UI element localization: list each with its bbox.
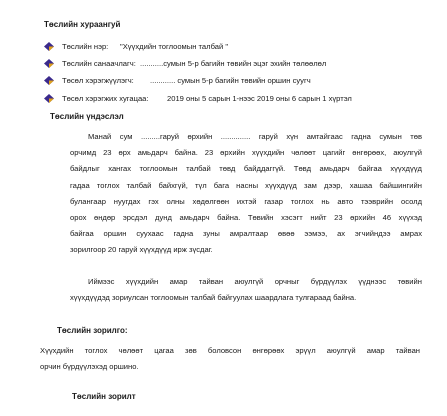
heading-project-objective: Төслийн зорилт <box>72 392 136 401</box>
background-paragraph-2 <box>70 274 422 306</box>
summary-label: Төслийн нэр: <box>62 42 109 51</box>
paragraph-line: хүүхдүүдэд зориулсан тоглоомын талбай байгуулах шаардлага тулгараад байна. <box>70 293 357 303</box>
heading-project-goal: Төслийн зорилго: <box>57 326 128 335</box>
summary-value: ...........сумын 5-р багийн төвийн эцэг эхийн төлөөлөл <box>140 59 327 68</box>
summary-value: "Хүүхдийн тоглоомын талбай " <box>120 42 229 51</box>
summary-item-name <box>44 42 228 51</box>
summary-label: Төсөл хэрэгжүүлэгч: <box>62 76 134 85</box>
goal-paragraph <box>40 343 420 375</box>
summary-item-initiator <box>44 59 326 68</box>
summary-label: Төсөл хэрэгжих хугацаа: <box>62 94 149 103</box>
summary-value: 2019 оны 5 сарын 1-нээс 2019 оны 6 сарын 1 хүртэл <box>167 94 352 103</box>
paragraph-line: байдлыг хангах тоглоомын талбай төвд байддаггүй. Төвд амьдарч байгаа хүүхдүүд <box>70 164 422 174</box>
heading-project-summary: Төслийн хураангуй <box>44 20 121 29</box>
paragraph-line: орчимд 23 өрх амьдарч байна. 23 өрхийн хүүхдийн чөлөөт цагийг өнгөрөөх, аюулгүй <box>70 148 422 158</box>
bullet-diamond-icon <box>44 59 54 68</box>
paragraph-line: гадаа тоглох талбай байхгүй, түл бага насны хүүхдүүд зам дээр, хашаа байшингийн <box>70 180 422 190</box>
summary-item-duration <box>44 94 352 103</box>
background-paragraph-1 <box>70 129 422 259</box>
paragraph-line: Хүүхдийн тоглох чөлөөт цагаа зөв боловсон өнгөрөөх эрүүл аюулгүй амар тайван <box>40 346 420 355</box>
bullet-diamond-icon <box>44 42 54 51</box>
summary-label: Төслийн санаачлагч: <box>62 59 136 68</box>
paragraph-line: Иймээс хүүхдийн амар тайван аюулгүй орчныг бүрдүүлэх үүднээс төвийн <box>88 277 422 286</box>
summary-item-implementer <box>44 76 311 85</box>
bullet-diamond-icon <box>44 76 54 85</box>
paragraph-line: зорилгоор 20 гаруй хүүхдүүд ирж зүсдаг. <box>70 245 213 255</box>
heading-project-background: Төслийн үндэслэл <box>50 112 124 121</box>
bullet-diamond-icon <box>44 94 54 103</box>
paragraph-line: байгаа оршин суухаас гадна зуны амралтаар өвөө ээмээ, ах эгчийндээ амрах <box>70 229 422 239</box>
paragraph-line: булангаар нуугдах гэх олны хөдөлгөөн ихтэй газар тоглох нь авто тээврийн осолд <box>70 196 422 206</box>
paragraph-line: Манай сум .........гаруй өрхийн .............. гаруй хүн амтайгаас гадна сумын төв <box>88 132 422 141</box>
summary-value: ............ сумын 5-р багийн төвийн оршин суугч <box>150 76 311 85</box>
paragraph-line: орох өндөр эрсдэл дунд амьдарч байна. Төвийн хэсэгт нийт 23 өрхийн 46 хүүхэд <box>70 212 422 222</box>
paragraph-line: орчин бүрдүүлэхэд оршино. <box>40 362 139 372</box>
